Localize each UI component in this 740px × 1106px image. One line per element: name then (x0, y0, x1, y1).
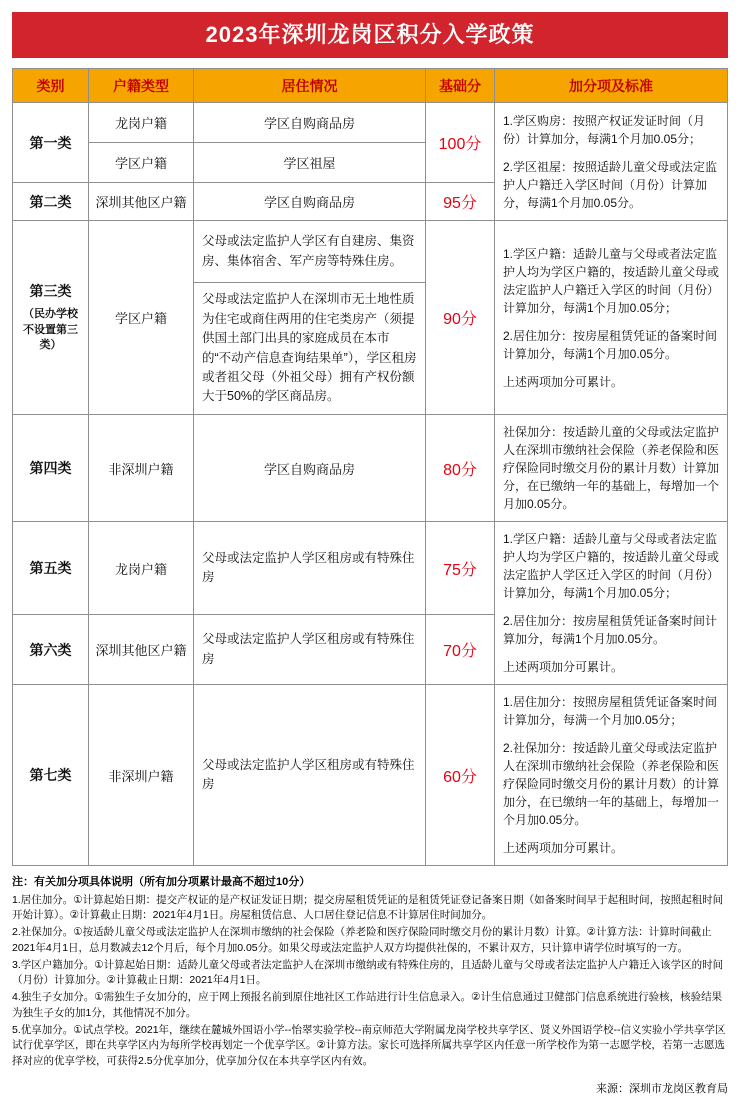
page-title: 2023年深圳龙岗区积分入学政策 (12, 12, 728, 58)
hukou-cell: 非深圳户籍 (89, 415, 194, 522)
policy-table (12, 68, 728, 866)
category-cell: 第五类 (13, 522, 89, 615)
score-cell: 100分 (426, 103, 495, 183)
hukou-cell: 非深圳户籍 (89, 685, 194, 866)
residence-cell: 父母或法定监护人学区租房或有特殊住房 (194, 685, 426, 866)
score-cell: 95分 (426, 183, 495, 221)
score-cell: 80分 (426, 415, 495, 522)
column-header-base-score: 基础分 (426, 69, 495, 103)
score-cell: 75分 (426, 522, 495, 615)
bonus-paragraph: 上述两项加分可累计。 (503, 841, 624, 855)
residence-cell: 学区祖屋 (194, 143, 426, 183)
column-header-hukou-type: 户籍类型 (89, 69, 194, 103)
category-cell (13, 221, 89, 415)
score-cell: 60分 (426, 685, 495, 866)
note-item: 3.学区户籍加分。①计算起始日期：适龄儿童父母或者法定监护人在深圳市缴纳或有特殊住房的，且适龄儿童与父母或者法定监护人户籍迁入该学区的时间（月份）计算加分。②计算截止日期：2021年4月1日。 (12, 958, 724, 987)
bonus-paragraph: 社保加分：按适龄儿童的父母或法定监护人在深圳市缴纳社会保险（养老保险和医疗保险同时缴交月份的累计月数）计算加分，在已缴纳一年的基础上，每增加一个月加0.05分。 (503, 425, 720, 511)
category-note: （民办学校不设置第三类） (23, 307, 78, 352)
residence-cell: 学区自购商品房 (194, 415, 426, 522)
bonus-paragraph: 上述两项加分可累计。 (503, 374, 624, 389)
bonus-paragraph: 2.居住加分：按房屋租赁凭证备案时间计算加分，每满1个月加0.05分。 (503, 614, 718, 646)
bonus-paragraph: 1.学区户籍：适龄儿童与父母或者法定监护人均为学区户籍的，按适龄儿童父母或法定监护人户籍迁入学区的时间（月份）计算加分，每满1个月加0.05分； (503, 246, 720, 315)
hukou-cell: 学区户籍 (89, 221, 194, 415)
hukou-cell: 学区户籍 (89, 143, 194, 183)
score-cell: 70分 (426, 615, 495, 685)
bonus-paragraph: 2.社保加分：按适龄儿童父母或法定监护人在深圳市缴纳社会保险（养老保险和医疗保险同时缴交月份的累计月数）的计算加分，在已缴纳一年的基础上，每增加一个月加0.05分。 (503, 741, 720, 827)
column-header-bonus: 加分项及标准 (495, 69, 728, 103)
hukou-cell: 龙岗户籍 (89, 103, 194, 143)
table-row (13, 685, 728, 866)
bonus-paragraph: 2.学区祖屋：按照适龄儿童父母或法定监护人户籍迁入学区时间（月份）计算加分，每满1个月加0.05分。 (503, 159, 718, 210)
hukou-cell: 深圳其他区户籍 (89, 615, 194, 685)
residence-cell: 父母或法定监护人在深圳市无土地性质为住宅或商住两用的住宅类房产（须提供国土部门出具的家庭成员在本市的“不动产信息查询结果单”），学区租房或者祖父母（外祖父母）拥有产权份额大于50%的学区商品房。 (194, 283, 426, 415)
residence-cell: 学区自购商品房 (194, 183, 426, 221)
bonus-cell (495, 415, 728, 522)
category-label: 第三类 (29, 282, 72, 299)
bonus-paragraph: 1.学区购房：按照产权证发证时间（月份）计算加分，每满1个月加0.05分； (503, 113, 706, 146)
note-item: 5.优享加分。①试点学校。2021年，继续在麓城外国语小学--怡翠实验学校--南京师范大学附属龙岗学校共享学区、贤义外国语学校--信义实验小学共享学区试行优享学区，即在共享学区内为每所学校再划定一个优享学区。②计算方法。家长可选择所属共享学区内任意一所学校作为第一志愿学校，若第一志愿选择对应的优享学校，可获得2.5分优享加分，优享加分仅在本共享学区内有效。 (12, 1023, 726, 1067)
header-row (13, 69, 728, 103)
hukou-cell: 深圳其他区户籍 (89, 183, 194, 221)
table-row (13, 221, 728, 283)
residence-cell: 学区自购商品房 (194, 103, 426, 143)
hukou-cell: 龙岗户籍 (89, 522, 194, 615)
note-item: 4.独生子女加分。①需独生子女加分的，应于网上预报名前到原住地社区工作站进行计生信息录入。②计生信息通过卫健部门信息系统进行验核，核验结果为独生子女的加1分，其他情况不加分。 (12, 991, 723, 1019)
source-text: 来源：深圳市龙岗区教育局 (596, 1082, 728, 1095)
score-cell: 90分 (426, 221, 495, 415)
residence-cell: 父母或法定监护人学区有自建房、集资房、集体宿舍、军产房等特殊住房。 (194, 221, 426, 283)
category-cell: 第六类 (13, 615, 89, 685)
notes-section (12, 874, 728, 1070)
category-cell: 第一类 (13, 103, 89, 183)
notes-title: 注：有关加分项具体说明（所有加分项累计最高不超过10分） (12, 876, 311, 888)
bonus-paragraph: 上述两项加分可累计。 (503, 660, 624, 674)
residence-cell: 父母或法定监护人学区租房或有特殊住房 (194, 615, 426, 685)
bonus-cell (495, 103, 728, 221)
table-row (13, 103, 728, 143)
note-item: 1.居住加分。①计算起始日期：提交产权证的是产权证发证日期；提交房屋租赁凭证的是租赁凭证登记备案日期（如备案时间早于起租时间，按照起租时间开始计算）。②计算截止日期：2021年4月1日。房屋租赁信息、人口居住登记信息不计算居住时间加分。 (12, 893, 724, 922)
column-header-residence: 居住情况 (194, 69, 426, 103)
bonus-cell (495, 685, 728, 866)
bonus-paragraph: 1.学区户籍：适龄儿童与父母或者法定监护人均为学区户籍的，按适龄儿童父母或法定监护人学区迁入学区的时间（月份）计算加分，每满1个月加0.05分； (503, 532, 720, 600)
bonus-cell (495, 221, 728, 415)
residence-cell: 父母或法定监护人学区租房或有特殊住房 (194, 522, 426, 615)
bonus-paragraph: 2.居住加分：按房屋租赁凭证的备案时间计算加分，每满1个月加0.05分。 (503, 328, 718, 361)
bonus-paragraph: 1.居住加分：按照房屋租赁凭证备案时间计算加分，每满一个月加0.05分； (503, 695, 718, 727)
category-cell: 第四类 (13, 415, 89, 522)
category-cell: 第七类 (13, 685, 89, 866)
column-header-category: 类别 (13, 69, 89, 103)
note-item: 2.社保加分。①按适龄儿童父母或法定监护人在深圳市缴纳的社会保险（养老险和医疗保险同时缴交月份的累计月数）计算。②计算方法：计算时间截止2021年4月1日，总月数减去12个月后，每个月加0.05分。如果父母或法定监护人双方均提供社保的，不累计双方，只计算申请学位时填写的一方。 (12, 926, 712, 954)
category-cell: 第二类 (13, 183, 89, 221)
table-row (13, 522, 728, 615)
table-row (13, 415, 728, 522)
bonus-cell (495, 522, 728, 685)
